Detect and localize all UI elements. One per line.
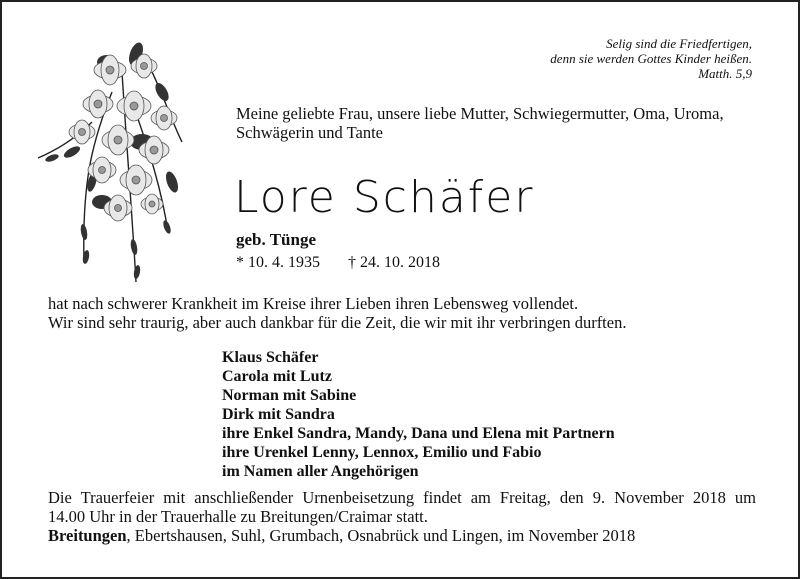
- place-bold: Breitungen: [48, 526, 127, 545]
- death-date: † 24. 10. 2018: [348, 254, 440, 271]
- life-dates: [236, 254, 440, 272]
- service-line-2: 14.00 Uhr in der Trauerhalle zu Breitungen/Craimar statt.: [48, 507, 428, 526]
- quote-line-2: denn sie werden Gottes Kinder heißen.: [550, 51, 752, 66]
- service-line-1: Die Trauerfeier mit anschließender Urnenbeisetzung findet am Freitag, den 9. November 2018 um: [48, 488, 756, 507]
- family-member: Klaus Schäfer: [222, 349, 319, 366]
- family-member: Dirk mit Sandra: [222, 406, 335, 423]
- message-text: [48, 294, 626, 332]
- quote-line-1: Selig sind die Friedfertigen,: [606, 36, 752, 51]
- message-line-2: Wir sind sehr traurig, aber auch dankbar für die Zeit, die wir mit ihr verbringen durften.: [48, 313, 627, 332]
- family-member: im Namen aller Angehörigen: [222, 463, 419, 480]
- funeral-service-info: [48, 488, 756, 545]
- birth-name: geb. Tünge: [236, 230, 316, 249]
- family-member: ihre Urenkel Lenny, Lennox, Emilio und Fabio: [222, 444, 542, 461]
- intro-text: Meine geliebte Frau, unsere liebe Mutter, Schwiegermutter, Oma, Uroma, Schwägerin und Tante: [236, 104, 724, 142]
- places-rest: , Ebertshausen, Suhl, Grumbach, Osnabrück und Lingen, im November 2018: [126, 526, 636, 545]
- quote-reference: Matth. 5,9: [698, 66, 752, 81]
- family-member: ihre Enkel Sandra, Mandy, Dana und Elena mit Partnern: [222, 425, 615, 442]
- bible-quote: [550, 36, 752, 81]
- family-list: [222, 348, 615, 481]
- places-line: [48, 526, 756, 545]
- message-line-1: hat nach schwerer Krankheit im Kreise ihrer Lieben ihren Lebensweg vollendet.: [48, 294, 579, 313]
- deceased-name: Lore Schäfer: [234, 172, 535, 223]
- family-member: Norman mit Sabine: [222, 387, 357, 404]
- flower-bouquet-image: [32, 32, 192, 292]
- birth-date: * 10. 4. 1935: [236, 254, 320, 271]
- family-member: Carola mit Lutz: [222, 368, 332, 385]
